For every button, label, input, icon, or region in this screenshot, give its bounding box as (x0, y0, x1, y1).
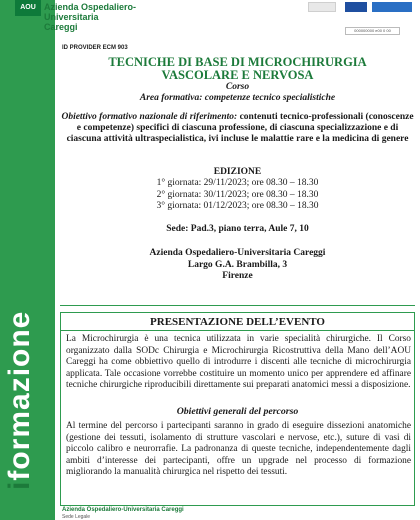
course-type: Corso (225, 82, 250, 92)
section-divider (60, 305, 415, 306)
objectives-text: Al termine del percorso i partecipanti saranno in grado di eseguire dissezioni anatomiche (gestione dei tessuti, isolamento di strutture vascolari e nervose, etc.), suture di vasi di piccolo calibro e neurorrafie. La padronanza di queste tecniche, independentemente dagli ambiti d’interesse dei partecipanti, offre un upgrade nel processo di formazione migliorando la manualità chirurgica nel rispetto dei tessuti. (66, 421, 411, 477)
presentation-heading: PRESENTAZIONE DELL’EVENTO (150, 316, 325, 328)
side-word-formazione (3, 150, 37, 490)
course-venue (60, 248, 415, 283)
code-box: 000000000 e00 0 00 (345, 27, 400, 35)
date-line-3: 3° giornata: 01/12/2023; ore 08.30 – 18.30 (156, 201, 319, 211)
course-title-line-2: VASCOLARE E NERVOSA (161, 68, 314, 82)
course-title-line-1: TECNICHE DI BASE DI MICROCHIRURGIA (108, 55, 367, 69)
logo-text (44, 2, 136, 32)
venue-line-1: Azienda Ospedaliero-Universitaria Careggi (149, 248, 326, 258)
course-title (60, 56, 415, 82)
edition-label: EDIZIONE (213, 167, 262, 177)
course-dates (60, 178, 415, 213)
presentation-box (60, 312, 415, 506)
provider-id: ID PROVIDER ECM 903 (62, 45, 128, 51)
logo-line-2: Universitaria (44, 12, 99, 22)
logo-line-1: Azienda Ospedaliero- (44, 2, 137, 12)
date-line-1: 1° giornata: 29/11/2023; ore 08.30 – 18.30 (156, 178, 319, 188)
side-word-prefix: i (3, 480, 36, 490)
side-word-main: formazione (3, 310, 36, 481)
logo-line-3: Careggi (44, 22, 78, 32)
partner-logo-2 (345, 2, 367, 12)
partner-logo-3 (372, 2, 412, 12)
footer-sede: Sede Legale (62, 514, 91, 520)
objective-text: contenuti tecnico-professionali (conoscenze e competenze) specifici di ciascuna professione, di ciascuna specializzazione e di ciascuna attività ultraspecialistica, ivi incluse le malattie rare e la medicina di genere (66, 112, 414, 144)
date-line-2: 2° giornata: 30/11/2023; ore 08.30 – 18.30 (156, 189, 319, 200)
course-objective (60, 112, 415, 145)
venue-line-3: Firenze (222, 271, 253, 281)
footer-organization: Azienda Ospedaliero-Universitaria Careggi (62, 507, 184, 513)
presentation-text: La Microchirurgia è una tecnica utilizzata in varie specialità chirurgiche. Il Corso organizzato dalla SODc Chirurgia e Microchirurgia Ricostruttiva della Mano dell’AOU Careggi ha come obbiettivo quello di introdurre i discenti alle tecniche di microchirurgia applicata. Tale occasione vorrebbe costituire un momento unico per apprendere ed affinare tecniche chirurgiche riproducibili direttamente sui preparati anatomici messi a disposizione. (66, 334, 411, 390)
venue-line-2: Largo G.A. Brambilla, 3 (187, 259, 288, 270)
objectives-heading: Obiettivi generali del percorso (176, 406, 299, 417)
partner-logo-1 (308, 2, 336, 12)
objective-label: Obiettivo formativo nazionale di riferimento: (61, 112, 238, 122)
course-sede: Sede: Pad.3, piano terra, Aule 7, 10 (166, 224, 309, 234)
presentation-rule (61, 330, 414, 331)
course-area: Area formativa: competenze tecnico specialistiche (139, 93, 336, 103)
logo-badge: AOU (15, 0, 41, 16)
